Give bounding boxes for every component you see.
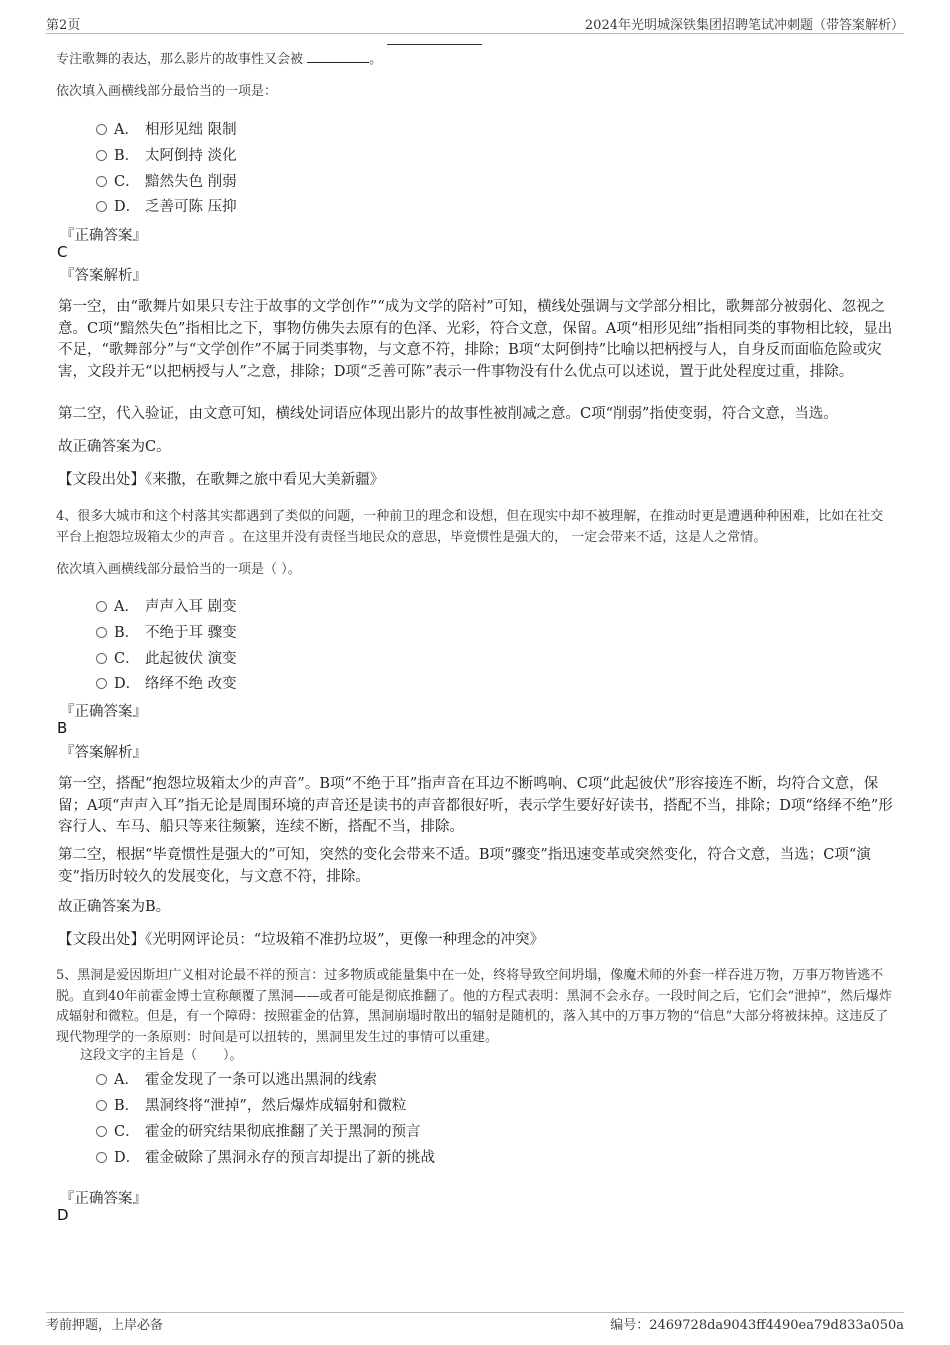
q4-analysis-paragraph-2: 第二空，根据“毕竟惯性是强大的”可知，突然的变化会带来不适。B项“骤变”指迅速变革或突然变化，符合文意，当选；C项“演变”指历时较久的发展变化，与文意不符，排除。 [58,847,871,885]
q4-analysis-paragraph-3: 故正确答案为B。 [58,899,171,915]
q3-analysis-paragraph-3: 故正确答案为C。 [58,439,171,455]
question-4-stem: 4、很多大城市和这个村落其实都遇到了类似的问题，一种前卫的理念和设想，但在现实中却不被理解，在推动时更是遭遇种种困难，比如在社交平台上抱怨垃圾箱太少的声音 。在这里并没有责怪当地民众的意思，毕竟惯性是强大的， 一定会带来不适，这是人之常情。 [56,509,884,545]
question-5-stem: 5、黑洞是爱因斯坦广义相对论最不祥的预言：过多物质或能量集中在一处，终将导致空间坍塌，像魔术师的外套一样吞进万物，万事万物皆逃不脱。直到40年前霍金博士宣称颠覆了黑洞——或者可能是彻底推翻了。他的方程式表明：黑洞不会永存。一段时间之后，它们会“泄掉”，然后爆炸成辐射和微粒。但是，有一个障碍：按照霍金的估算，黑洞崩塌时散出的辐射是随机的，落入其中的万事万物的“信息”大部分将被抹掉。这违反了现代物理学的一条原则：时间是可以扭转的，黑洞里发生过的事情可以重建。 [56,968,892,1045]
q5-answer-label: 『正确答案』 [60,1191,147,1207]
radio-icon[interactable] [96,201,107,212]
top-underline [387,44,482,45]
page-header [46,14,904,34]
q4-analysis-label: 『答案解析』 [60,745,147,761]
question-4-instruction: 依次填入画横线部分最恰当的一项是（ ）。 [56,562,301,577]
radio-icon[interactable] [96,124,107,135]
page-number: 第2页 [46,18,81,33]
q3-analysis-label: 『答案解析』 [60,268,147,284]
radio-icon[interactable] [96,653,107,664]
q3-answer: C [57,243,68,261]
footer-divider [46,1312,904,1313]
q3-source: 【文段出处】《来撒，在歌舞之旅中看见大美新疆》 [58,472,385,488]
radio-icon[interactable] [96,1152,107,1163]
page-footer [46,1314,904,1334]
document-title: 2024年光明城深铁集团招聘笔试冲刺题（带答案解析） [584,18,904,33]
q5-answer: D [57,1206,69,1224]
q4-answer-label: 『正确答案』 [60,704,147,720]
radio-icon[interactable] [96,150,107,161]
q3-analysis-paragraph-1: 第一空，由“歌舞片如果只专注于故事的文学创作”“成为文学的陪衬”可知，横线处强调与文学部分相比，歌舞部分被弱化、忽视之意。C项“黯然失色”指相比之下，事物仿佛失去原有的色泽、光彩，符合文意，保留。A项“相形见绌”指相同类的事物相比较，显出不足，“歌舞部分”与“文学创作”不属于同类事物，与文意不符，排除；B项“太阿倒持”比喻以把柄授与人，自身反而面临危险或灾害，文段并无“以把柄授与人”之意，排除；D项“乏善可陈”表示一件事物没有什么优点可以述说，置于此处程度过重，排除。 [58,299,893,380]
q3-answer-label: 『正确答案』 [60,228,147,244]
header-divider [46,33,904,34]
radio-icon[interactable] [96,601,107,612]
radio-icon[interactable] [96,1100,107,1111]
answer-blank [307,50,369,63]
radio-icon[interactable] [96,176,107,187]
radio-icon[interactable] [96,678,107,689]
radio-icon[interactable] [96,627,107,638]
question-5-instruction: 这段文字的主旨是（ ）。 [80,1048,243,1063]
question-3-stem-tail: 专注歌舞的表达，那么影片的故事性又会被 。 [56,52,383,67]
footer-slogan: 考前押题，上岸必备 [46,1318,164,1333]
q4-answer: B [57,719,68,737]
document-code: 编号：2469728da9043ff4490ea79d833a050a [610,1318,904,1333]
radio-icon[interactable] [96,1126,107,1137]
radio-icon[interactable] [96,1074,107,1085]
question-3-instruction: 依次填入画横线部分最恰当的一项是： [56,84,278,99]
q3-analysis-paragraph-2: 第二空，代入验证，由文意可知，横线处词语应体现出影片的故事性被削减之意。C项“削弱”指使变弱，符合文意，当选。 [58,406,838,422]
q4-source: 【文段出处】《光明网评论员：“垃圾箱不准扔垃圾”，更像一种理念的冲突》 [58,932,545,948]
q4-analysis-paragraph-1: 第一空，搭配“抱怨垃圾箱太少的声音”。B项“不绝于耳”指声音在耳边不断鸣响、C项“此起彼伏”形容接连不断，均符合文意，保留；A项“声声入耳”指无论是周围环境的声音还是读书的声音都很好听，表示学生要好好读书，搭配不当，排除；D项“络绎不绝”形容行人、车马、船只等来往频繁，连续不断，搭配不当，排除。 [58,776,893,835]
